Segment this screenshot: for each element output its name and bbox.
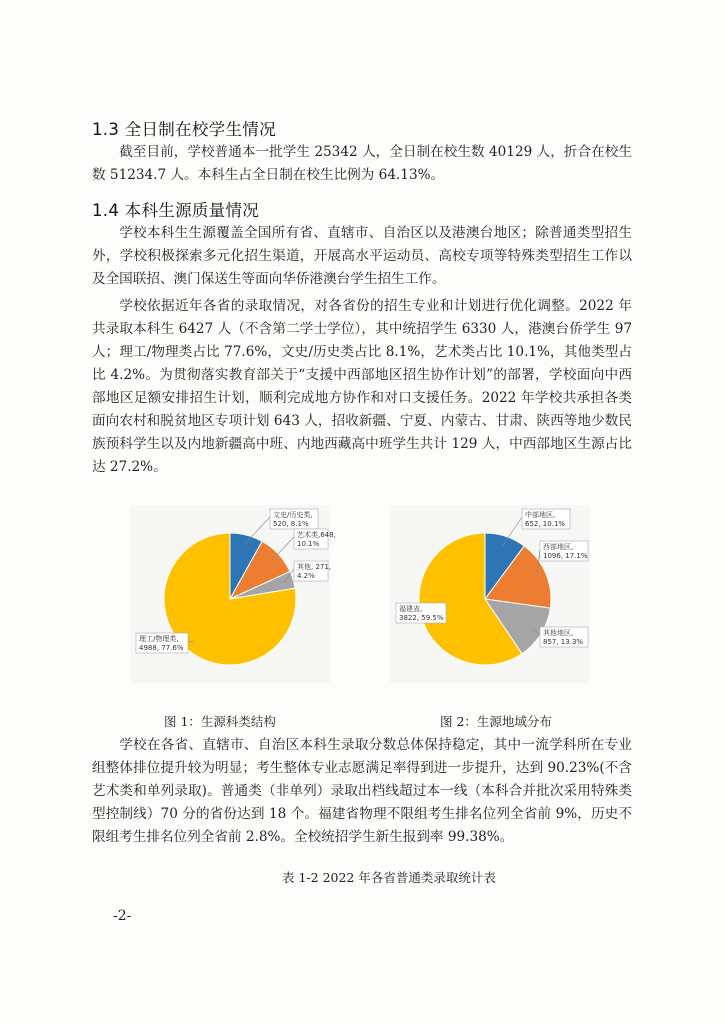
- chart1-slice-2-label-name: 其他, 271,: [297, 563, 332, 571]
- figure-2-caption: 图 2：生源地域分布: [440, 714, 552, 729]
- section-1-4-heading: 1.4 本科生源质量情况: [92, 201, 260, 220]
- chart1-slice-0-label-name: 文史/历史类,: [273, 511, 313, 519]
- section-1-3-heading: 1.3 全日制在校学生情况: [92, 120, 276, 139]
- chart1-slice-0-label-value: 520, 8.1%: [273, 520, 309, 528]
- chart1-slice-1-label-name: 艺术类,648,: [297, 531, 336, 539]
- figure-1-caption: 图 1：生源科类结构: [164, 714, 276, 729]
- page-number: -2-: [113, 908, 132, 924]
- chart2-slice-2-label-value: 857, 13.3%: [543, 638, 584, 646]
- chart1-slice-2-label-value: 4.2%: [297, 572, 315, 580]
- section-1-3-paragraph: 截至目前，学校普通本一批学生 25342 人，全日制在校生数 40129 人，折合在校生数 51234.7 人。本科生占全日制在校生比例为 64.13%。: [92, 144, 632, 183]
- figure-1-pie-svg: [130, 505, 336, 683]
- chart2-slice-3-label-name: 福建省,: [399, 605, 423, 613]
- chart2-slice-3-label-value: 3822, 59.5%: [399, 614, 444, 622]
- chart2-slice-2-label-name: 其他地区,: [543, 629, 574, 637]
- chart2-slice-1-label-value: 1096, 17.1%: [543, 552, 588, 560]
- section-1-4-paragraph-2: 学校依据近年各省的录取情况，对各省份的招生专业和计划进行优化调整。2022 年共录取本科生 6427 人（不含第二学士学位），其中统招学生 6330 人，港澳台侨学生 97 人；理工/物理类占比 77.6%，文史/历史类占比 8.1%，艺术类占比 10.1%，其他类型占比 4.2%。为贯彻落实教育部关于“支援中西部地区招生协作计划”的部署，学校面向中西部地区足额安排招生计划，顺利完成地方协作和对口支援任务。2022 年学校共承担各类面向农村和脱贫地区专项计划 643 人，招收新疆、宁夏、内蒙古、甘肃、陕西等地少数民族预科学生以及内地新疆高中班、内地西藏高中班学生共计 129 人，中西部地区生源占比达 27.2%。: [92, 298, 632, 475]
- chart1-slice-1-leader-line: [271, 537, 294, 561]
- chart2-slice-0-label-name: 中部地区,: [525, 511, 556, 519]
- figure-2-chart: [390, 505, 590, 683]
- section-1-4-paragraph-1: 学校本科生生源覆盖全国所有省、直辖市、自治区以及港澳台地区；除普通类型招生外，学校积极探索多元化招生渠道，开展高水平运动员、高校专项等特殊类型招生工作以及全国联招、澳门保送生等面向华侨港澳台学生招生工作。: [92, 225, 632, 287]
- figure-2-pie-svg: [390, 505, 590, 683]
- chart2-slice-0-label-value: 652, 10.1%: [525, 520, 566, 528]
- chart2-slice-1-label-name: 西部地区,: [543, 543, 574, 551]
- chart1-slice-1-label-value: 10.1%: [297, 540, 320, 548]
- figure-1-chart: [130, 505, 336, 683]
- table-1-2-caption: 表 1-2 2022 年各省普通类录取统计表: [282, 870, 496, 885]
- chart1-slice-3-label-value: 4988, 77.6%: [139, 644, 184, 652]
- chart1-slice-3-label-name: 理工/物理类,: [139, 635, 179, 643]
- section-1-4-paragraph-3: 学校在各省、直辖市、自治区本科生录取分数总体保持稳定，其中一流学科所在专业组整体排位提升较为明显；考生整体专业志愿满足率得到进一步提升，达到 90.23%(不含艺术类和单列录取)。普通类（非单列）录取出档线超过本一线（本科合并批次采用特殊类型控制线）70 分的省份达到 18 个。福建省物理不限组考生排名位列全省前 9%，历史不限组考生排名位列全省前 2.8%。全校统招学生新生报到率 99.38%。: [92, 737, 632, 845]
